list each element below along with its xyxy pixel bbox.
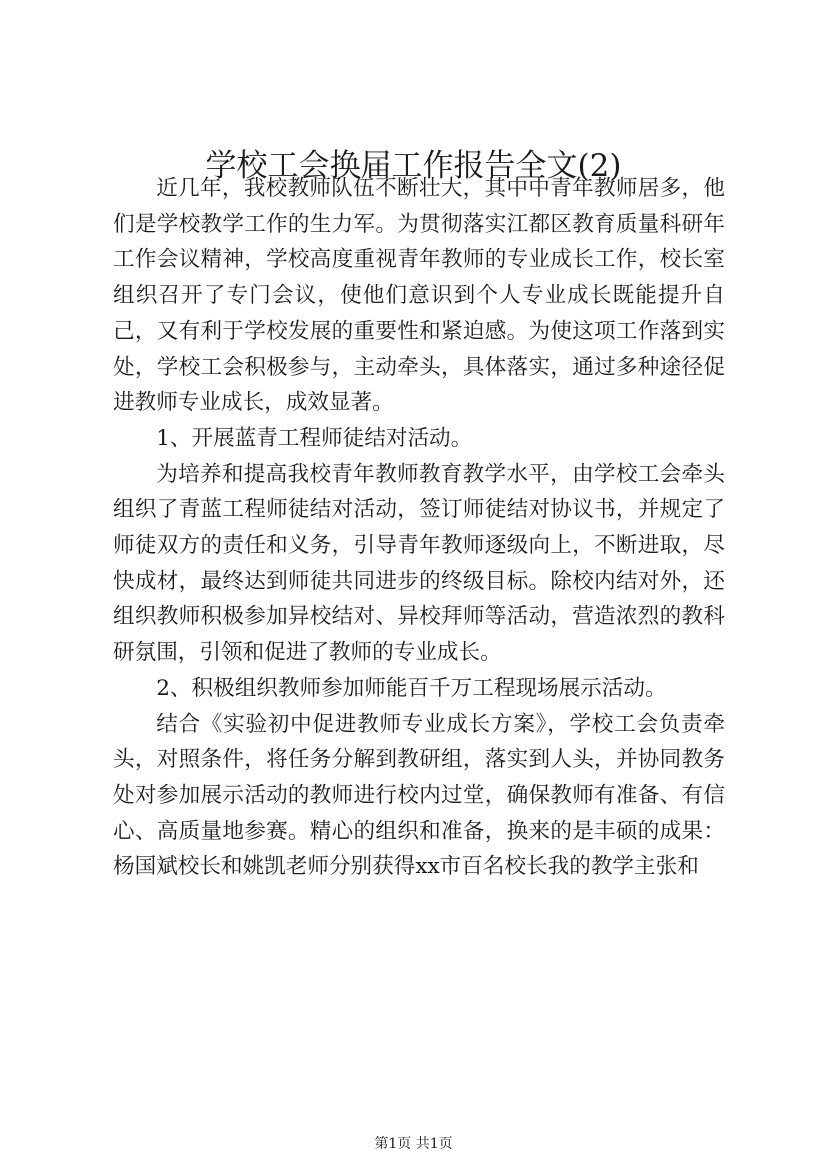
paragraph: 为培养和提高我校青年教师教育教学水平，由学校工会牵头组织了青蓝工程师徒结对活动，签订师徒结对协议书，并规定了师徒双方的责任和义务，引导青年教师逐级向上，不断进取，尽快成材，最终达到师徒共同进步的终级目标。除校内结对外，还组织教师积极参加异校结对、异校拜师等活动，营造浓烈的教科研氛围，引领和促进了教师的专业成长。 — [113, 461, 725, 666]
section-heading: 2、积极组织教师参加师能百千万工程现场展示活动。 — [156, 675, 667, 701]
page-title: 学校工会换届工作报告全文(2) — [205, 148, 622, 184]
paragraph: 结合《实验初中促进教师专业成长方案》，学校工会负责牵头，对照条件，将任务分解到教研组，落实到人头，并协同教务处对参加展示活动的教师进行校内过堂，确保教师有准备、有信心、高质量地参赛。精心的组织和准备，换来的是丰硕的成果：杨国斌校长和姚凯老师分别获得xx市百名校长我的教学主张和 — [113, 711, 725, 880]
paragraph: 近几年，我校教师队伍不断壮大，其中中青年教师居多，他们是学校教学工作的生力军。为贯彻落实江都区教育质量科研年工作会议精神，学校高度重视青年教师的专业成长工作，校长室组织召开了专门会议，使他们意识到个人专业成长既能提升自己，又有利于学校发展的重要性和紧迫感。为使这项工作落到实处，学校工会积极参与，主动牵头，具体落实，通过多种途径促进教师专业成长，成效显著。 — [113, 176, 725, 416]
page-number-footer: 第1页 共1页 — [374, 1136, 453, 1152]
section-heading: 1、开展蓝青工程师徒结对活动。 — [156, 425, 473, 451]
document-body — [113, 171, 725, 885]
